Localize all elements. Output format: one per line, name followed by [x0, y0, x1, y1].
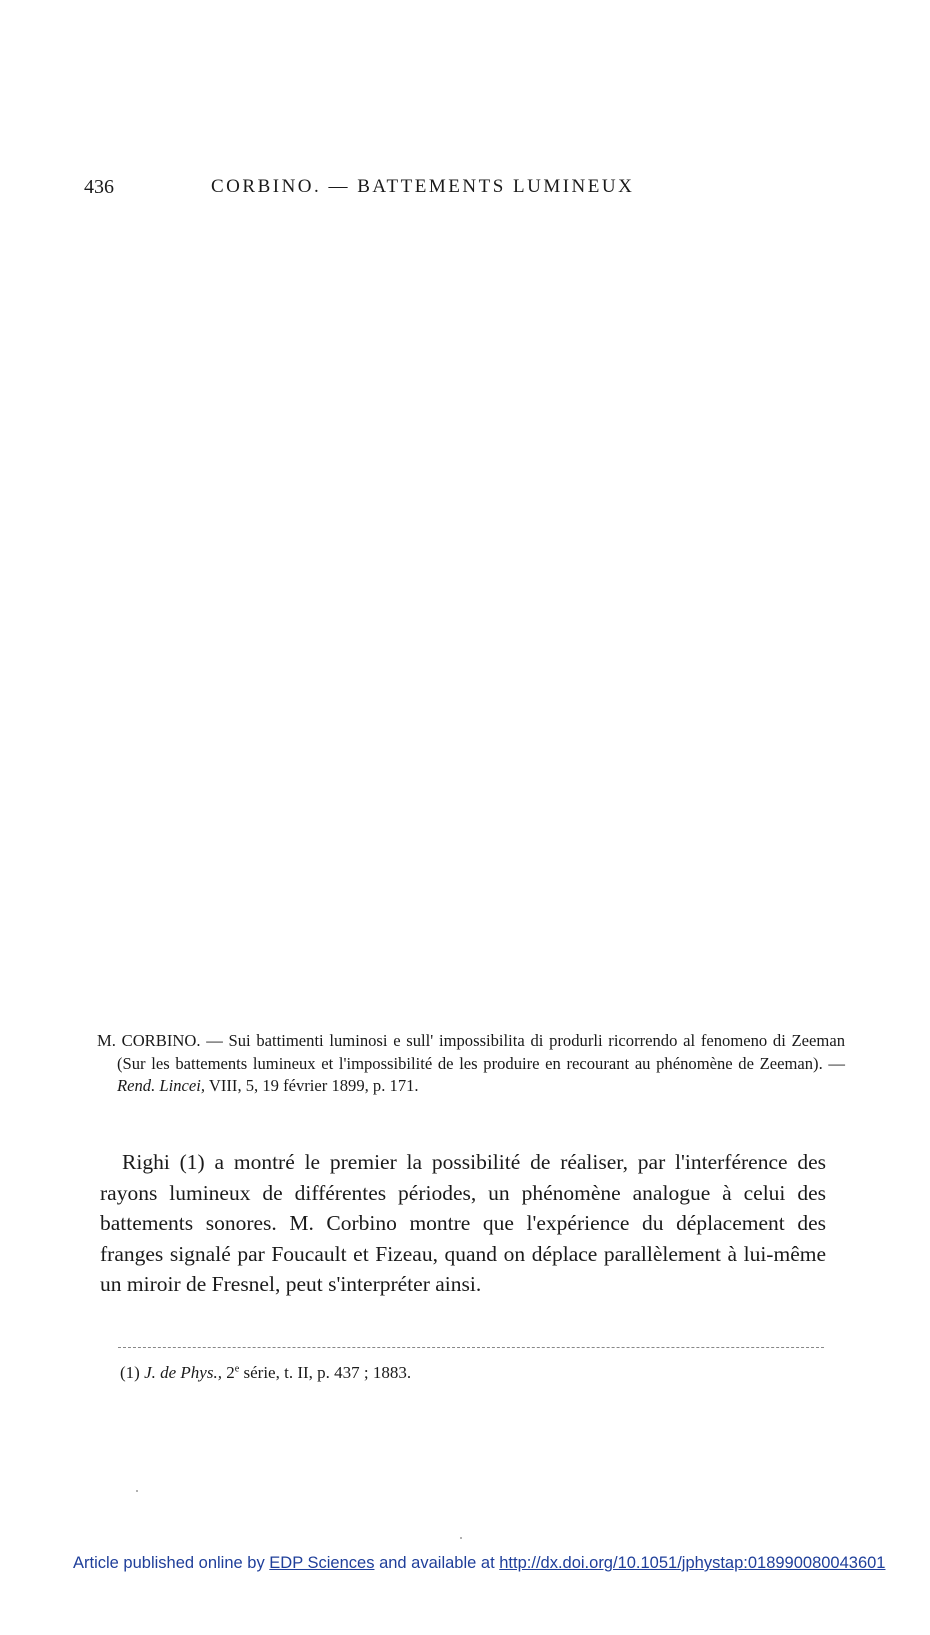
footnote-rest: série, t. II, p. 437 ; 1883. [243, 1363, 412, 1382]
abstract-citation [97, 1030, 845, 1098]
body-lead: Righi [122, 1150, 170, 1174]
page-header [84, 176, 704, 206]
running-title: CORBINO. — BATTEMENTS LUMINEUX [211, 176, 635, 197]
scan-speck [460, 1537, 462, 1539]
footnote-marker: (1) [120, 1363, 140, 1382]
publisher-link[interactable]: EDP Sciences [269, 1554, 375, 1572]
body-paragraph [100, 1147, 826, 1300]
footnote-series-suffix: e [234, 1363, 240, 1375]
footnote-divider [118, 1347, 824, 1348]
scan-speck [136, 1490, 138, 1492]
doi-link[interactable]: http://dx.doi.org/10.1051/jphystap:018990080043601 [499, 1554, 886, 1572]
publisher-line [73, 1554, 925, 1573]
publisher-prefix: Article published online by [73, 1554, 265, 1572]
abstract-citation-text: M. CORBINO. — Sui battimenti luminosi e sull' impossibilita di produrli ricorrendo al fenomeno di Zeeman (Sur les battements lumineux et l'impossibilité de les produire en recourant au phénomène de Zeeman). — [97, 1031, 845, 1073]
footnote-series-number: 2 [226, 1363, 235, 1382]
body-text: a montré le premier la possibilité de réaliser, par l'interférence des rayons lumineux de différentes périodes, un phénomène analogue à celui des battements sonores. M. Corbino montre que l'expérience du déplacement des franges signalé par Foucault et Fizeau, quand on déplace parallèlement à lui-même un miroir de Fresnel, peut s'interpréter ainsi. [100, 1150, 826, 1297]
footnote-journal: J. de Phys., [144, 1363, 222, 1382]
abstract-journal: Rend. Lincei, [117, 1076, 206, 1095]
abstract-reference: VIII, 5, 19 février 1899, p. 171. [208, 1076, 419, 1095]
body-footnote-marker: (1) [179, 1150, 205, 1174]
page-number: 436 [84, 176, 114, 198]
footnote [120, 1363, 720, 1383]
publisher-middle: and available at [379, 1554, 495, 1572]
